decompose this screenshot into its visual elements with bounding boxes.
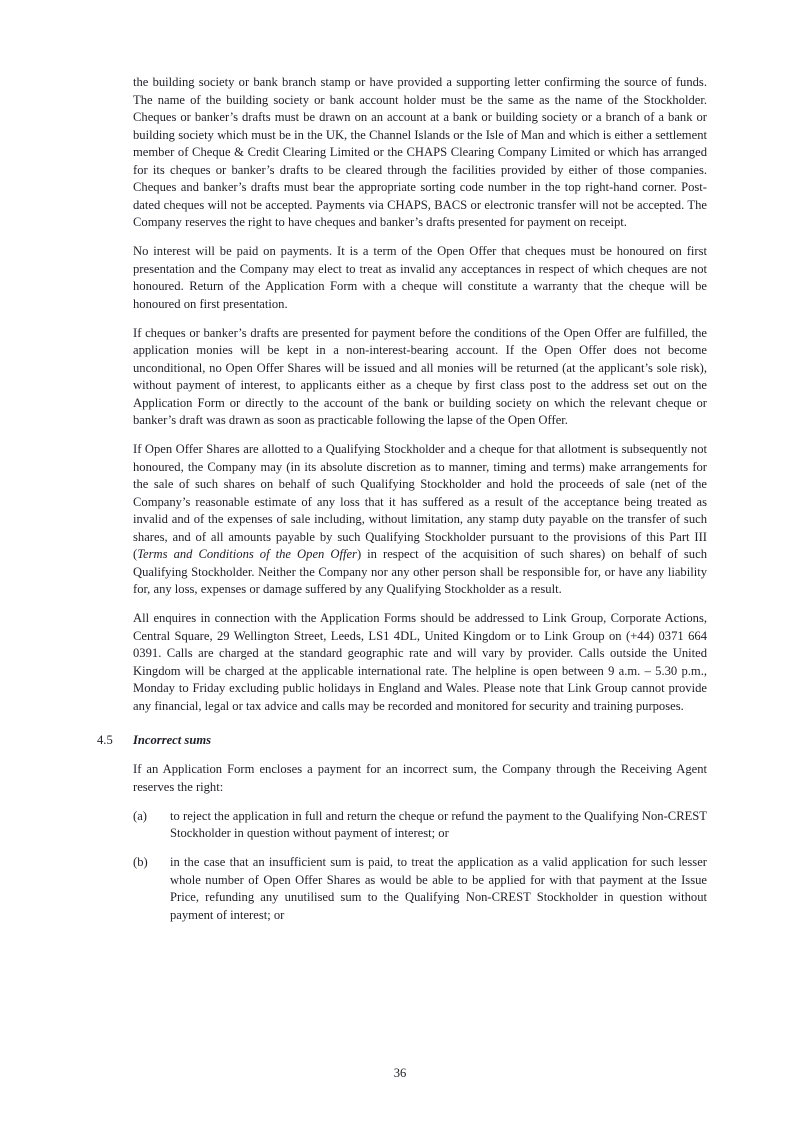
paragraph-cheque-presentation: If cheques or banker’s drafts are presented for payment before the conditions of the Open Offer are fulfilled, the application monies will be kept in a non-interest-bearing account. If the Open Offer does not become unconditional, no Open Offer Shares will be issued and all monies will be returned (at the applicant’s sole risk), without payment of interest, to applicants either as a cheque by first class post to the address set out on the Application Form or directly to the account of the bank or building society on which the relevant cheque or banker’s draft was drawn as soon as practicable following the lapse of the Open Offer. (133, 325, 707, 427)
section-intro: If an Application Form encloses a payment for an incorrect sum, the Company through the Receiving Agent reserves the right: (133, 762, 707, 794)
text-block (97, 74, 707, 936)
section-number: 4.5 (97, 733, 113, 747)
paragraph-no-interest: No interest will be paid on payments. It is a term of the Open Offer that cheques must be honoured on first presentation and the Company may elect to treat as invalid any acceptances in respect of which cheques are not honoured. Return of the Application Form with a cheque will constitute a warranty that the cheque will be honoured on first presentation. (133, 244, 707, 311)
section-heading (97, 732, 707, 750)
list-item-a-label: (a) (133, 808, 147, 823)
paragraph-allotment-post: ) in respect of the acquisition of such shares) on behalf of such Qualifying Stockholder. Neither the Company nor any other person shall be responsible for, or have any liability for, any loss, expenses or damage suffered by any Qualifying Stockholder as a result. (133, 547, 707, 596)
paragraph-allotment-italic: Terms and Conditions of the Open Offer (137, 547, 357, 561)
list-item-b-text: in the case that an insufficient sum is paid, to treat the application as a valid application for such lesser whole number of Open Offer Shares as would be able to be applied for with that payment at the Issue Price, refunding any unutilised sum to the Qualifying Non-CREST Stockholder in question without payment of interest; or (170, 855, 707, 922)
section-title: Incorrect sums (133, 733, 212, 747)
paragraph-enquiries: All enquires in connection with the Application Forms should be addressed to Link Group, Corporate Actions, Central Square, 29 Wellington Street, Leeds, LS1 4DL, United Kingdom or to Link Group on (+44) 0371 664 0391. Calls are charged at the standard geographic rate and will vary by provider. Calls outside the United Kingdom will be charged at the applicable international rate. The helpline is open between 9 a.m. – 5.30 p.m., Monday to Friday excluding public holidays in England and Wales. Please note that Link Group cannot provide any financial, legal or tax advice and calls may be recorded and monitored for security and training purposes. (133, 611, 707, 713)
page-number: 36 (393, 1066, 407, 1080)
paragraph-allotment-pre: If Open Offer Shares are allotted to a Qualifying Stockholder and a cheque for that allotment is subsequently not honoured, the Company may (in its absolute discretion as to manner, timing and terms) make arrangements for the sale of such shares on behalf of such Qualifying Stockholder and hold the proceeds of sale (net of the Company’s reasonable estimate of any loss that it has suffered as a result of the acceptance being treated as invalid and of the expenses of sale including, without limitation, any stamp duty payable on the transfer of such shares, and of all amounts payable by such Qualifying Stockholder pursuant to the provisions of this Part III ( (133, 442, 707, 561)
list-item-b-label: (b) (133, 855, 148, 869)
paragraph-allotment (133, 441, 707, 599)
list-item-a-text: to reject the application in full and return the cheque or refund the payment to the Qualifying Non-CREST Stockholder in question without payment of interest; or (170, 808, 707, 840)
paragraph-payments: the building society or bank branch stamp or have provided a supporting letter confirming the source of funds. The name of the building society or bank account holder must be the same as the name of the Stockholder. Cheques or banker’s drafts must be drawn on an account at a bank or building society or a branch of a bank or building society which must be in the UK, the Channel Islands or the Isle of Man and which is either a settlement member of Cheque & Credit Clearing Limited or the CHAPS Clearing Company Limited or which has arranged for its cheques or banker’s drafts to be cleared through the facilities provided by either of those companies. Cheques and banker’s drafts must bear the appropriate sorting code number in the top right-hand corner. Post-dated cheques will not be accepted. Payments via CHAPS, BACS or electronic transfer will not be accepted. The Company reserves the right to have cheques and banker’s drafts presented for payment on receipt. (133, 75, 707, 229)
list-item-b (133, 854, 707, 924)
list-item-a (133, 808, 707, 843)
